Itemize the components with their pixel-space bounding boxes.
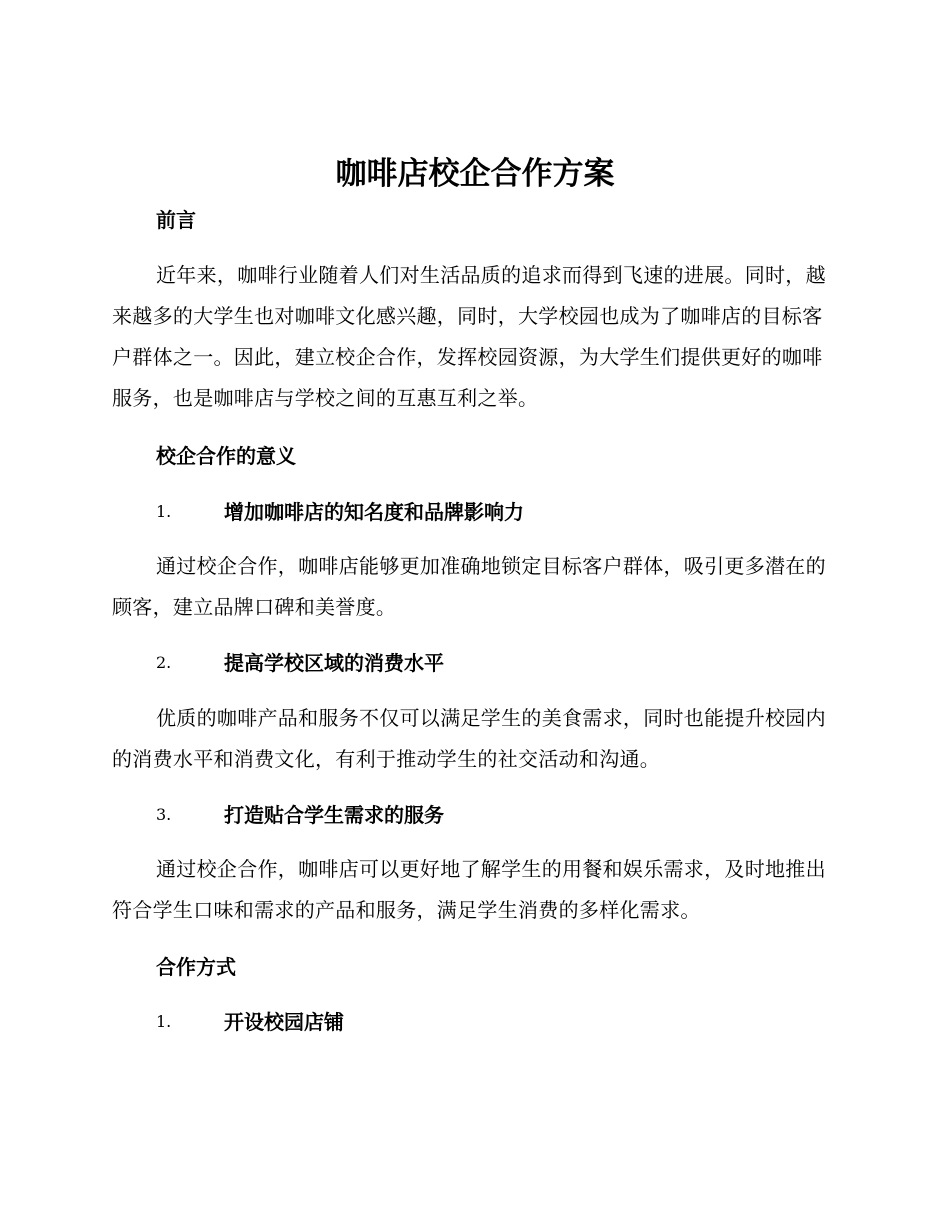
list-item-number: 3.	[156, 805, 172, 824]
preface-paragraph: 近年来，咖啡行业随着人们对生活品质的追求而得到飞速的进展。同时，越来越多的大学生也对咖啡文化感兴趣，同时，大学校园也成为了咖啡店的目标客户群体之一。因此，建立校企合作，发挥校园资源，为大学生们提供更好的咖啡服务，也是咖啡店与学校之间的互惠互利之举。	[112, 263, 826, 410]
list-item-number: 2.	[156, 653, 172, 672]
list-item-title: 打造贴合学生需求的服务	[224, 803, 444, 827]
list-item-number: 1.	[156, 1012, 172, 1031]
section-heading-cooperation: 合作方式	[156, 955, 236, 979]
section-heading-significance: 校企合作的意义	[156, 444, 296, 468]
list-item-title: 开设校园店铺	[224, 1010, 344, 1034]
significance-paragraph-2: 优质的咖啡产品和服务不仅可以满足学生的美食需求，同时也能提升校园内的消费水平和消费文化，有利于推动学生的社交活动和沟通。	[112, 706, 826, 771]
list-item-title: 提高学校区域的消费水平	[224, 651, 444, 675]
document-title: 咖啡店校企合作方案	[335, 156, 615, 192]
list-item-title: 增加咖啡店的知名度和品牌影响力	[224, 500, 524, 524]
section-heading-preface: 前言	[156, 208, 196, 232]
significance-paragraph-1: 通过校企合作，咖啡店能够更加准确地锁定目标客户群体，吸引更多潜在的顾客，建立品牌口碑和美誉度。	[112, 554, 826, 619]
list-item-number: 1.	[156, 502, 172, 521]
significance-paragraph-3: 通过校企合作，咖啡店可以更好地了解学生的用餐和娱乐需求，及时地推出符合学生口味和需求的产品和服务，满足学生消费的多样化需求。	[112, 857, 826, 922]
